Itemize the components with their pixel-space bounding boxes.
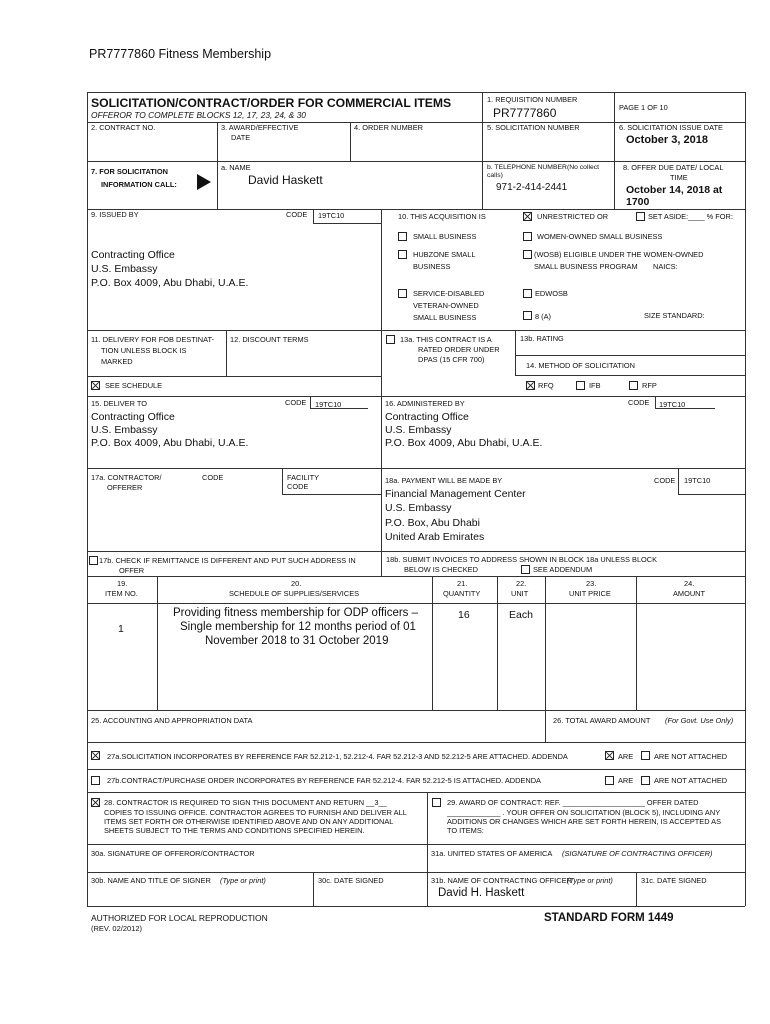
29-line-3: ADDITIONS OR CHANGES WHICH ARE SET FORTH HEREIN, IS ACCEPTED AS — [447, 817, 722, 826]
rated-order-label-2: RATED ORDER UNDER — [418, 345, 500, 354]
requisition-number-label: 1. REQUISITION NUMBER — [487, 95, 578, 104]
contractor-code-label: CODE — [202, 473, 224, 482]
telephone-value: 971-2-414-2441 — [496, 182, 568, 193]
29-line-1: 29. AWARD OF CONTRACT: REF. ____________________ OFFER DATED — [447, 798, 699, 807]
rfq-checkbox[interactable] — [526, 381, 535, 390]
signer-name-label: 30b. NAME AND TITLE OF SIGNER — [91, 876, 211, 885]
discount-terms-label: 12. DISCOUNT TERMS — [230, 335, 309, 344]
remittance-checkbox[interactable] — [89, 556, 98, 565]
item-number: 1 — [118, 623, 124, 635]
deliver-to-address-3: P.O. Box 4009, Abu Dhabi, U.A.E. — [91, 437, 249, 449]
arrow-right-icon — [197, 174, 211, 190]
rating-label: 13b. RATING — [520, 334, 564, 343]
payment-code: 19TC10 — [684, 476, 711, 485]
award-date-label: 3. AWARD/EFFECTIVE — [221, 123, 299, 132]
contractor-label: 17a. CONTRACTOR/ — [91, 473, 162, 482]
telephone-label-2: calls) — [487, 172, 503, 179]
women-owned-checkbox[interactable] — [523, 232, 532, 241]
ifb-checkbox[interactable] — [576, 381, 585, 390]
28-line-4: SHEETS SUBJECT TO THE TERMS AND CONDITIONS SPECIFIED HEREIN. — [104, 826, 365, 835]
rfq-label: RFQ — [538, 381, 554, 390]
payment-code-label: CODE — [654, 476, 676, 485]
date-signed-30c-label: 30c. DATE SIGNED — [318, 876, 384, 885]
set-aside-checkbox[interactable] — [636, 212, 645, 221]
item-unit: Each — [509, 609, 533, 621]
col-22-num: 22. — [516, 579, 527, 588]
administered-by-code-label: CODE — [628, 398, 650, 407]
block7-label-2: INFORMATION CALL: — [101, 180, 177, 189]
unrestricted-label: UNRESTRICTED OR — [537, 212, 609, 221]
27b-checkbox[interactable] — [91, 776, 100, 785]
col-21-num: 21. — [457, 579, 468, 588]
issued-by-label: 9. ISSUED BY — [91, 210, 139, 219]
col-19-num: 19. — [117, 579, 128, 588]
size-standard-label: SIZE STANDARD: — [644, 311, 705, 320]
payment-address-3: P.O. Box, Abu Dhabi — [385, 517, 480, 529]
ifb-label: IFB — [589, 381, 601, 390]
sdvosb-checkbox[interactable] — [398, 289, 407, 298]
administered-by-address-2: U.S. Embassy — [385, 424, 452, 436]
offeror-note: OFFEROR TO COMPLETE BLOCKS 12, 17, 23, 24, & 30 — [91, 110, 306, 120]
total-award-label: 26. TOTAL AWARD AMOUNT — [553, 716, 651, 725]
payment-address-1: Financial Management Center — [385, 488, 526, 500]
name-label: a. NAME — [221, 163, 251, 172]
hubzone-checkbox[interactable] — [398, 250, 407, 259]
delivery-fob-label: 11. DELIVERY FOR FOB DESTINAT- — [91, 335, 215, 344]
contracting-officer-label: 31b. NAME OF CONTRACTING OFFICER — [431, 876, 572, 885]
issue-date-label: 6. SOLICITATION ISSUE DATE — [619, 123, 723, 132]
issued-by-address-2: U.S. Embassy — [91, 263, 158, 275]
col-quantity: QUANTITY — [443, 589, 481, 598]
submit-invoices-label-2: BELOW IS CHECKED — [404, 565, 478, 574]
contact-name: David Haskett — [248, 173, 323, 187]
wosb-label-2: SMALL BUSINESS PROGRAM — [534, 262, 638, 271]
rfp-checkbox[interactable] — [629, 381, 638, 390]
hubzone-label: HUBZONE SMALL — [413, 250, 476, 259]
contracting-officer-note: (Type or print) — [567, 876, 613, 885]
27b-text: 27b.CONTRACT/PURCHASE ORDER INCORPORATES BY REFERENCE FAR 52.212-4. FAR 52.212-5 IS ATTACHED. ADDENDA — [107, 776, 541, 785]
col-unit: UNIT — [511, 589, 529, 598]
facility-code-label: FACILITY — [287, 473, 320, 482]
facility-code-label-2: CODE — [287, 482, 309, 491]
see-addendum-checkbox[interactable] — [521, 565, 530, 574]
authorized-reproduction: AUTHORIZED FOR LOCAL REPRODUCTION — [91, 913, 268, 923]
signature-usa-label: 31a. UNITED STATES OF AMERICA — [431, 849, 553, 858]
naics-label: NAICS: — [653, 262, 678, 271]
29-line-2: _____________ . YOUR OFFER ON SOLICITATION (BLOCK 5), INCLUDING ANY — [447, 808, 721, 817]
27a-are-not-label: ARE NOT ATTACHED — [654, 752, 728, 761]
offer-due-label: 8. OFFER DUE DATE/ LOCAL — [623, 163, 724, 172]
item-description-3: November 2018 to 31 October 2019 — [205, 635, 389, 647]
28-checkbox[interactable] — [91, 798, 100, 807]
col-20-num: 20. — [291, 579, 302, 588]
29-line-4: TO ITEMS: — [447, 826, 484, 835]
remittance-label-2: OFFER — [119, 566, 145, 575]
signature-offeror-label: 30a. SIGNATURE OF OFFEROR/CONTRACTOR — [91, 849, 255, 858]
item-description-2: Single membership for 12 months period of 01 — [180, 621, 416, 633]
wosb-label: (WOSB) ELIGIBLE UNDER THE WOMEN-OWNED — [534, 250, 704, 259]
offer-due-value-2: 1700 — [626, 196, 650, 208]
8a-checkbox[interactable] — [523, 311, 532, 320]
27b-are-label: ARE — [618, 776, 634, 785]
rated-order-checkbox[interactable] — [386, 335, 395, 344]
deliver-to-address-1: Contracting Office — [91, 411, 175, 423]
col-schedule: SCHEDULE OF SUPPLIES/SERVICES — [229, 589, 360, 598]
total-award-note: (For Govt. Use Only) — [665, 716, 734, 725]
payment-address-2: U.S. Embassy — [385, 502, 452, 514]
28-line-3: ITEMS SET FORTH OR OTHERWISE IDENTIFIED ABOVE AND ON ANY ADDITIONAL — [104, 817, 394, 826]
29-checkbox[interactable] — [432, 798, 441, 807]
deliver-to-address-2: U.S. Embassy — [91, 424, 158, 436]
page-title: PR7777860 Fitness Membership — [89, 47, 272, 61]
27a-are-label: ARE — [618, 752, 634, 761]
contractor-label-2: OFFERER — [107, 483, 143, 492]
administered-by-address-1: Contracting Office — [385, 411, 469, 423]
27a-text: 27a.SOLICITATION INCORPORATES BY REFERENCE FAR 52.212-1, 52.212-4. FAR 52.212-3 AND 52.212-5 ARE ATTACHED. ADDENDA — [107, 752, 568, 761]
form-title: SOLICITATION/CONTRACT/ORDER FOR COMMERCIAL ITEMS — [91, 96, 452, 110]
page-label: PAGE 1 OF 10 — [619, 103, 668, 112]
wosb-checkbox[interactable] — [523, 250, 532, 259]
item-description-1: Providing fitness membership for ODP officers – — [173, 607, 419, 619]
deliver-to-code-label: CODE — [285, 398, 307, 407]
rated-order-label: 13a. THIS CONTRACT IS A — [400, 335, 492, 344]
sdvosb-label: SERVICE-DISABLED — [413, 289, 485, 298]
issued-by-code-label: CODE — [286, 210, 308, 219]
col-24-num: 24. — [684, 579, 695, 588]
administered-by-code: 19TC10 — [659, 400, 686, 409]
27b-are-not-label: ARE NOT ATTACHED — [654, 776, 728, 785]
payment-address-4: United Arab Emirates — [385, 531, 485, 543]
administered-by-address-3: P.O. Box 4009, Abu Dhabi, U.A.E. — [385, 437, 543, 449]
deliver-to-code: 19TC10 — [315, 400, 342, 409]
signer-name-note: (Type or print) — [220, 876, 266, 885]
27a-are-checkbox[interactable] — [605, 751, 614, 760]
27a-checkbox[interactable] — [91, 751, 100, 760]
see-addendum-label: SEE ADDENDUM — [533, 565, 593, 574]
block7-label: 7. FOR SOLICITATION — [91, 167, 168, 176]
see-schedule-label: SEE SCHEDULE — [105, 381, 163, 390]
telephone-label: b. TELEPHONE NUMBER(No collect — [487, 164, 600, 171]
edwosb-checkbox[interactable] — [523, 289, 532, 298]
issued-by-code: 19TC10 — [318, 211, 345, 220]
order-number-label: 4. ORDER NUMBER — [354, 123, 423, 132]
small-business-checkbox[interactable] — [398, 232, 407, 241]
col-unit-price: UNIT PRICE — [569, 589, 611, 598]
small-business-label: SMALL BUSINESS — [413, 232, 477, 241]
sdvosb-label-3: SMALL BUSINESS — [413, 313, 477, 322]
signature-usa-note: (SIGNATURE OF CONTRACTING OFFICER) — [562, 849, 713, 858]
administered-by-label: 16. ADMINISTERED BY — [385, 399, 465, 408]
contract-no-label: 2. CONTRACT NO. — [91, 123, 156, 132]
col-23-num: 23. — [586, 579, 597, 588]
see-schedule-checkbox[interactable] — [91, 381, 100, 390]
award-date-label-2: DATE — [231, 133, 251, 142]
date-signed-31c-label: 31c. DATE SIGNED — [641, 876, 707, 885]
col-item-no: ITEM NO. — [105, 589, 138, 598]
edwosb-label: EDWOSB — [535, 289, 568, 298]
payment-by-label: 18a. PAYMENT WILL BE MADE BY — [385, 476, 503, 485]
rfp-label: RFP — [642, 381, 657, 390]
standard-form-label: STANDARD FORM 1449 — [544, 912, 674, 924]
deliver-to-label: 15. DELIVER TO — [91, 399, 148, 408]
issue-date-value: October 3, 2018 — [626, 134, 708, 146]
28-line-2: COPIES TO ISSUING OFFICE. CONTRACTOR AGREES TO FURNISH AND DELIVER ALL — [104, 808, 407, 817]
hubzone-label-2: BUSINESS — [413, 262, 451, 271]
8a-label: 8 (A) — [535, 312, 552, 321]
contracting-officer-name: David H. Haskett — [438, 887, 525, 899]
27b-are-checkbox[interactable] — [605, 776, 614, 785]
27b-are-not-checkbox[interactable] — [641, 776, 650, 785]
unrestricted-checkbox[interactable] — [523, 212, 532, 221]
col-amount: AMOUNT — [673, 589, 706, 598]
offer-due-label-2: TIME — [670, 173, 688, 182]
submit-invoices-label: 18b. SUBMIT INVOICES TO ADDRESS SHOWN IN BLOCK 18a UNLESS BLOCK — [386, 555, 658, 564]
offer-due-value: October 14, 2018 at — [626, 184, 723, 196]
remittance-label: 17b. CHECK IF REMITTANCE IS DIFFERENT AND PUT SUCH ADDRESS IN — [99, 556, 356, 565]
revision: (REV. 02/2012) — [91, 924, 143, 933]
women-owned-label: WOMEN-OWNED SMALL BUSINESS — [537, 232, 663, 241]
sdvosb-label-2: VETERAN-OWNED — [413, 301, 479, 310]
set-aside-label: SET ASIDE:____ % FOR: — [648, 212, 733, 221]
solicitation-number-label: 5. SOLICITATION NUMBER — [487, 123, 580, 132]
28-line-1: 28. CONTRACTOR IS REQUIRED TO SIGN THIS DOCUMENT AND RETURN __3__ — [104, 798, 387, 807]
27a-are-not-checkbox[interactable] — [641, 751, 650, 760]
rated-order-label-3: DPAS (15 CFR 700) — [418, 355, 485, 364]
accounting-data-label: 25. ACCOUNTING AND APPROPRIATION DATA — [91, 716, 253, 725]
requisition-number-value: PR7777860 — [493, 106, 557, 120]
delivery-fob-label-2: TION UNLESS BLOCK IS — [101, 346, 187, 355]
issued-by-address-1: Contracting Office — [91, 249, 175, 261]
issued-by-address-3: P.O. Box 4009, Abu Dhabi, U.A.E. — [91, 277, 249, 289]
method-label: 14. METHOD OF SOLICITATION — [526, 361, 635, 370]
acquisition-label: 10. THIS ACQUISITION IS — [398, 212, 486, 221]
item-quantity: 16 — [458, 609, 470, 621]
delivery-fob-label-3: MARKED — [101, 357, 133, 366]
